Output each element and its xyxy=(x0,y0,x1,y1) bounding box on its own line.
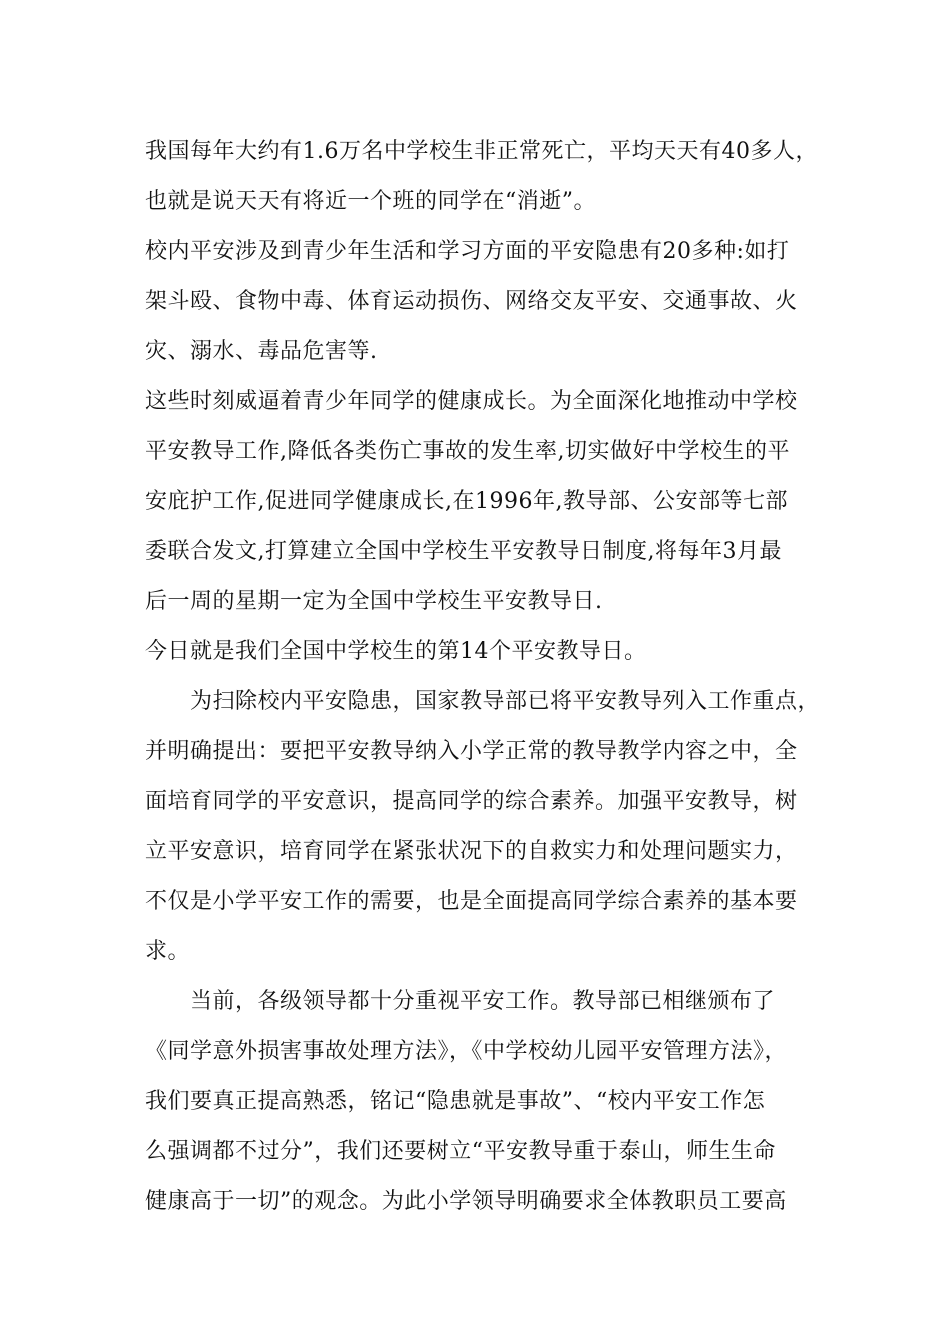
text-line-21: 么强调都不过分”，我们还要树立“平安教导重于泰山，师生生命 xyxy=(145,1139,776,1164)
text-line-2: 也就是说天天有将近一个班的同学在“消逝”。 xyxy=(145,189,596,214)
text-line-6: 这些时刻威逼着青少年同学的健康成长。为全面深化地推动中学校 xyxy=(145,389,798,414)
text-line-22: 健康高于一切”的观念。为此小学领导明确要求全体教职员工要高 xyxy=(145,1189,787,1214)
text-line-14: 面培育同学的平安意识，提高同学的综合素养。加强平安教导，树 xyxy=(145,789,798,814)
text-line-10: 后一周的星期一定为全国中学校生平安教导日. xyxy=(145,589,603,614)
text-line-3: 校内平安涉及到青少年生活和学习方面的平安隐患有20多种:如打 xyxy=(145,239,790,264)
text-line-18: 当前，各级领导都十分重视平安工作。教导部已相继颁布了 xyxy=(190,989,776,1014)
text-line-19: 《同学意外损害事故处理方法》，《中学校幼儿园平安管理方法》， xyxy=(145,1039,788,1064)
text-line-11: 今日就是我们全国中学校生的第14个平安教导日。 xyxy=(145,639,647,664)
text-line-7: 平安教导工作,降低各类伤亡事故的发生率,切实做好中学校生的平 xyxy=(145,439,790,464)
text-line-13: 并明确提出：要把平安教导纳入小学正常的教导教学内容之中，全 xyxy=(145,739,798,764)
text-line-4: 架斗殴、食物中毒、体育运动损伤、网络交友平安、交通事故、火 xyxy=(145,289,798,314)
text-line-16: 不仅是小学平安工作的需要，也是全面提高同学综合素养的基本要 xyxy=(145,889,798,914)
text-line-15: 立平安意识，培育同学在紧张状况下的自救实力和处理问题实力， xyxy=(145,839,798,864)
text-line-8: 安庇护工作,促进同学健康成长,在1996年,教导部、公安部等七部 xyxy=(145,489,788,514)
text-line-12: 为扫除校内平安隐患，国家教导部已将平安教导列入工作重点， xyxy=(190,689,821,714)
text-line-5: 灾、溺水、毒品危害等. xyxy=(145,339,378,364)
text-line-1: 我国每年大约有1.6万名中学校生非正常死亡，平均天天有40多人， xyxy=(145,139,818,164)
text-line-20: 我们要真正提高熟悉，铭记“隐患就是事故”、“校内平安工作怎 xyxy=(145,1089,766,1114)
text-line-9: 委联合发文,打算建立全国中学校生平安教导日制度,将每年3月最 xyxy=(145,539,782,564)
text-line-17: 求。 xyxy=(145,939,191,964)
